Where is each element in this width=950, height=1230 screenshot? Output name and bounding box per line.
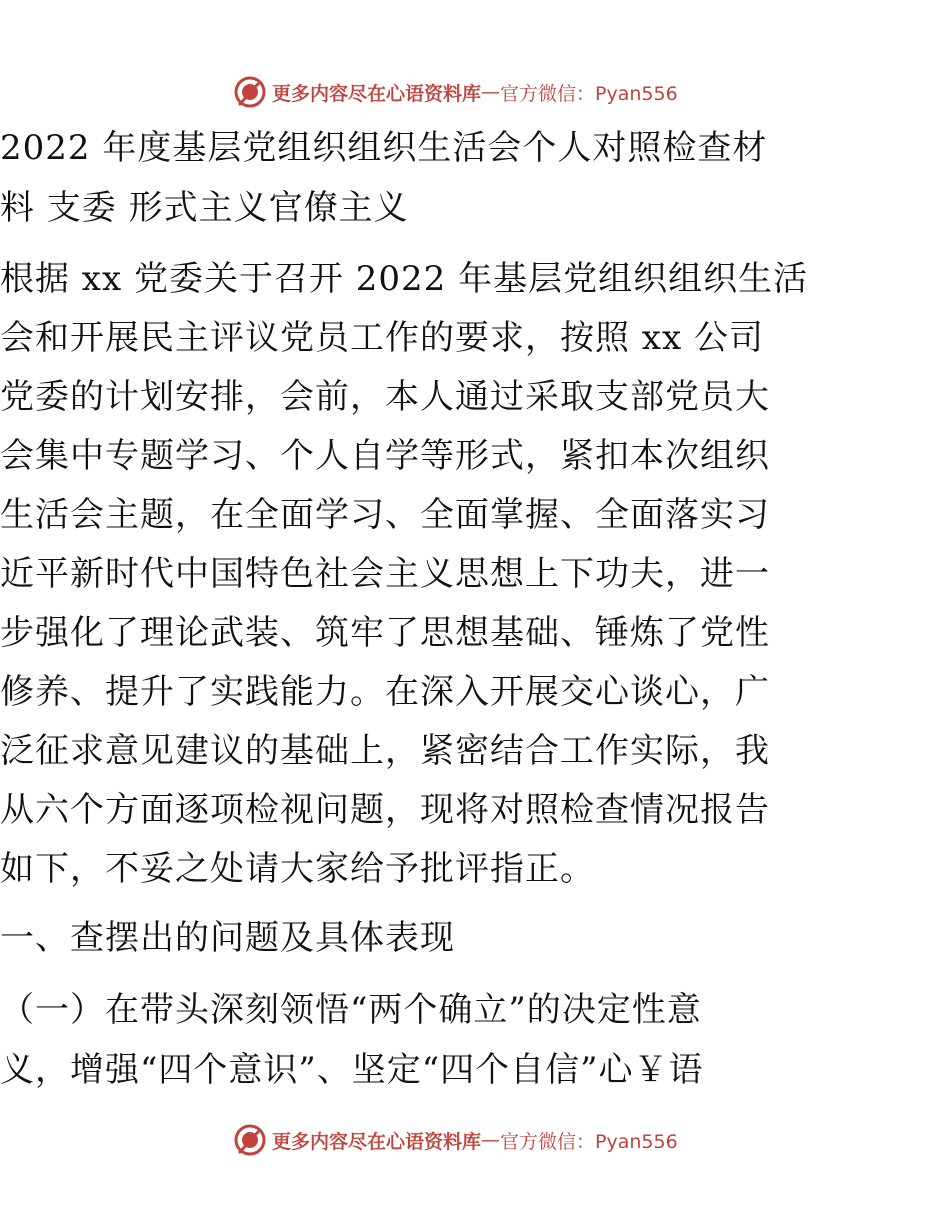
watermark-brand: 更多内容尽在心语资料库 [272, 82, 482, 105]
subsection-line: 义，增强“四个意识”、坚定“四个自信”心￥语 [0, 1050, 704, 1090]
watermark-separator: — [481, 1129, 501, 1151]
watermark-banner-top [232, 72, 678, 112]
body-line: 生活会主题，在全面学习、全面掌握、全面落实习 [0, 495, 770, 535]
body-line: 泛征求意见建议的基础上，紧密结合工作实际，我 [0, 731, 770, 771]
watermark-separator: — [481, 81, 501, 103]
body-line: 会集中专题学习、个人自学等形式，紧扣本次组织 [0, 436, 770, 476]
document-title-line-1: 2022 年度基层党组织组织生活会个人对照检查材 [0, 128, 768, 168]
body-line: 修养、提升了实践能力。在深入开展交心谈心，广 [0, 672, 770, 712]
subsection-line: （一）在带头深刻领悟“两个确立”的决定性意 [0, 990, 702, 1030]
body-line: 党委的计划安排，会前，本人通过采取支部党员大 [0, 377, 770, 417]
section-heading: 一、查摆出的问题及具体表现 [0, 918, 455, 958]
body-line: 从六个方面逐项检视问题，现将对照检查情况报告 [0, 790, 770, 830]
watermark-wechat: 官方微信：Pyan556 [500, 1130, 678, 1153]
quill-seal-icon [232, 1122, 268, 1158]
watermark-brand: 更多内容尽在心语资料库 [272, 1130, 482, 1153]
body-line: 根据 xx 党委关于召开 2022 年基层党组织组织生活 [0, 259, 809, 299]
body-line: 近平新时代中国特色社会主义思想上下功夫，进一 [0, 554, 770, 594]
body-line: 步强化了理论武装、筑牢了思想基础、锤炼了党性 [0, 613, 770, 653]
watermark-wechat: 官方微信：Pyan556 [500, 82, 678, 105]
body-line: 会和开展民主评议党员工作的要求，按照 xx 公司 [0, 318, 764, 358]
body-line: 如下，不妥之处请大家给予批评指正。 [0, 849, 595, 889]
quill-seal-icon [232, 74, 268, 110]
watermark-banner-bottom [232, 1120, 678, 1160]
document-title-line-2: 料 支委 形式主义官僚主义 [0, 188, 409, 228]
